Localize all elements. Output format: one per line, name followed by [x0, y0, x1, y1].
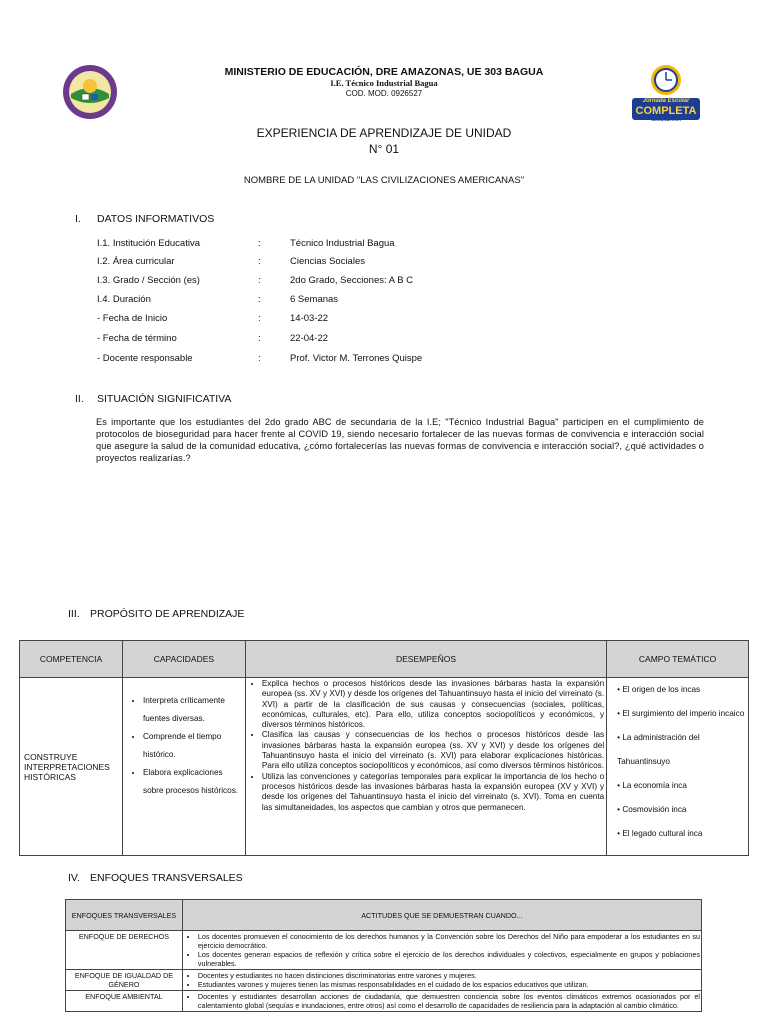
header-ministry: MINISTERIO DE EDUCACIÓN, DRE AMAZONAS, UE 303 BAGUA [224, 66, 544, 78]
header-code: COD. MOD. 0926527 [345, 89, 423, 98]
info-row [0, 275, 768, 293]
info-label: I.3. Grado / Sección (es) [97, 275, 200, 286]
info-label: - Fecha de Inicio [97, 313, 168, 324]
campo-tematico-item [617, 774, 746, 798]
info-value: Ciencias Sociales [290, 256, 365, 267]
campo-tematico-item [617, 678, 746, 702]
header-competencia: COMPETENCIA [20, 641, 123, 678]
bullet-icon: • [617, 829, 623, 838]
info-separator: : [258, 313, 261, 324]
info-separator: : [258, 275, 261, 286]
campo-tematico-text: Cosmovisión inca [622, 805, 687, 814]
bullet-icon: • [617, 733, 623, 742]
info-label: I.4. Duración [97, 294, 151, 305]
info-separator: : [258, 238, 261, 249]
info-label: - Docente responsable [97, 353, 193, 364]
section-1-heading: I. DATOS INFORMATIVOS [75, 213, 215, 225]
campo-tematico-text: El origen de los incas [622, 685, 701, 694]
bullet-icon: • [617, 685, 623, 694]
campo-tematico-item [617, 798, 746, 822]
actitud-item: • Los docentes promueven el conocimiento de los derechos humanos y la Convención sobre los Derechos del Niño para empoderar a los estudiantes en su ejercicio democrático. [198, 932, 700, 950]
capacidad-item: • Comprende el tiempo histórico. [143, 728, 243, 764]
bullet-icon: • [617, 805, 623, 814]
campo-tematico-item [617, 702, 746, 726]
info-label: - Fecha de término [97, 333, 177, 344]
info-value: Prof. Victor M. Terrones Quispe [290, 353, 423, 364]
document-title: EXPERIENCIA DE APRENDIZAJE DE UNIDAD [256, 126, 512, 140]
campo-tematico-text: El legado cultural inca [622, 829, 703, 838]
header-enfoques: ENFOQUES TRANSVERSALES [66, 900, 183, 931]
situacion-significativa-text: Es importante que los estudiantes del 2do grado ABC de secundaria de la I.E; "Técnico Industrial Bagua" participen en el cumplimiento de protocolos de bioseguridad para hacer frente al COVID 19, siendo necesario fortalecer de las nuevas formas de convivencia e interacción social que asegure la salud de la comunidad educativa, ¿cómo fortalecerías las nuevas formas de convivencia e interacción social?, ¿qué actividades o proyectos realizarías.? [96, 417, 704, 463]
enfoque-row [66, 931, 702, 970]
info-value: 2do Grado, Secciones: A B C [290, 275, 414, 286]
logo-top-text: Jornada Escolar [642, 98, 690, 104]
actitud-item: • Los docentes generan espacios de reflexión y crítica sobre el ejercicio de los derechos individuales y colectivos, especialmente en grupos y poblaciones vulnerables. [198, 950, 700, 968]
capacidad-item: • Interpreta críticamente fuentes diversas. [143, 692, 243, 728]
header-capacidades: CAPACIDADES [122, 641, 245, 678]
section-3-heading: III. PROPÓSITO DE APRENDIZAJE [68, 608, 245, 620]
proposito-table [19, 640, 749, 856]
info-value: 14-03-22 [290, 313, 329, 324]
section-4-heading: IV. ENFOQUES TRANSVERSALES [68, 872, 243, 884]
enfoque-name: ENFOQUE AMBIENTAL [66, 991, 183, 1012]
unit-name: NOMBRE DE LA UNIDAD "LAS CIVILIZACIONES AMERICANAS" [243, 175, 525, 186]
header-actitudes: ACTITUDES QUE SE DEMUESTRAN CUANDO... [182, 900, 701, 931]
document-number: N° 01 [368, 142, 400, 156]
info-separator: : [258, 333, 261, 344]
desempeno-item: • Explica hechos o procesos históricos desde las invasiones bárbaras hasta la expansión europea (ss. XV y XVI) y desde los orígenes del Tahuantinsuyo hasta el inicio del virreinato (s. XVI) a partir de la clasificación de sus causas y consecuencias (sociales, políticas, económicas, culturales, etc). Para ello, utiliza conceptos sociopolíticos y económicos, y diversos términos históricos. [262, 679, 604, 730]
info-label: I.1. Institución Educativa [97, 238, 200, 249]
info-value: 6 Semanas [290, 294, 339, 305]
campo-tematico-item [617, 822, 746, 846]
bullet-icon: • [617, 709, 623, 718]
enfoque-name: ENFOQUE DE IGUALDAD DE GÉNERO [66, 970, 183, 991]
info-row [0, 333, 768, 351]
capacidad-item: • Elabora explicaciones sobre procesos históricos. [143, 764, 243, 800]
campo-tematico-text: El surgimiento del imperio incaico [622, 709, 745, 718]
actitudes-cell [182, 970, 701, 991]
desempenos-cell [245, 678, 606, 856]
info-value: 22-04-22 [290, 333, 329, 344]
actitudes-cell [182, 931, 701, 970]
actitud-item: • Docentes y estudiantes desarrollan acciones de ciudadanía, que demuestren conciencia sobre los eventos climáticos extremos ocasionados por el calentamiento global (sequías e inundaciones, entre otros) así como el desarrollo de capacidades de resiliencia para la adaptación al cambio climático. [198, 992, 700, 1010]
campo-tematico-text: La economía inca [622, 781, 687, 790]
enfoque-row [66, 991, 702, 1012]
info-row [0, 294, 768, 312]
info-row [0, 238, 768, 256]
actitud-item: • Estudiantes varones y mujeres tienen las mismas responsabilidades en el cuidado de los espacios educativos que utilizan. [198, 980, 700, 989]
desempeno-item: • Clasifica las causas y consecuencias de los hechos o procesos históricos desde las invasiones bárbaras hasta la expansión europea (ss. XV y XVI) y desde los orígenes del Tahuantinsuyo hasta el inicio del virreinato (s. XVI) para elaborar explicaciones históricas. Para ello utiliza conceptos sociopolíticos y económicos, así como diversos términos históricos. [262, 730, 604, 771]
actitudes-cell [182, 991, 701, 1012]
info-label: I.2. Área curricular [97, 256, 175, 267]
info-row [0, 256, 768, 274]
info-separator: : [258, 353, 261, 364]
competencia-cell: CONSTRUYE INTERPRETACIONES HISTÓRICAS [20, 678, 123, 856]
campo-tematico-text: La administración del Tahuantinsuyo [617, 733, 700, 766]
header-campo-tematico: CAMPO TEMÁTICO [607, 641, 749, 678]
campo-tematico-item [617, 726, 746, 774]
info-value: Técnico Industrial Bagua [290, 238, 395, 249]
header-desempenos: DESEMPEÑOS [245, 641, 606, 678]
header-school: I.E. Técnico Industrial Bagua [330, 78, 438, 88]
actitud-item: • Docentes y estudiantes no hacen distinciones discriminatorias entre varones y mujeres. [198, 971, 700, 980]
desempeno-item: • Utiliza las convenciones y categorías temporales para explicar la importancia de los hecho o procesos históricos desde las invasiones bárbaras hasta la expansión europea (XV y XVI) y desde los orígenes del Tahuantinsuyo hasta el inicio del virreinato (s. XVI). Toma en cuenta las simultaneidades, los aspectos que cambian y otros que permanecen. [262, 772, 604, 813]
info-separator: : [258, 256, 261, 267]
enfoque-name: ENFOQUE DE DERECHOS [66, 931, 183, 970]
enfoques-table [65, 899, 702, 1012]
info-row [0, 313, 768, 331]
bullet-icon: • [617, 781, 623, 790]
section-2-heading: II. SITUACIÓN SIGNIFICATIVA [75, 393, 232, 405]
campo-tematico-cell [607, 678, 749, 856]
logo-bottom-text: SECUNDARIA [650, 117, 681, 122]
logo-main-text: COMPLETA [635, 105, 697, 117]
capacidades-cell [122, 678, 245, 856]
info-row [0, 353, 768, 371]
enfoque-row [66, 970, 702, 991]
info-separator: : [258, 294, 261, 305]
